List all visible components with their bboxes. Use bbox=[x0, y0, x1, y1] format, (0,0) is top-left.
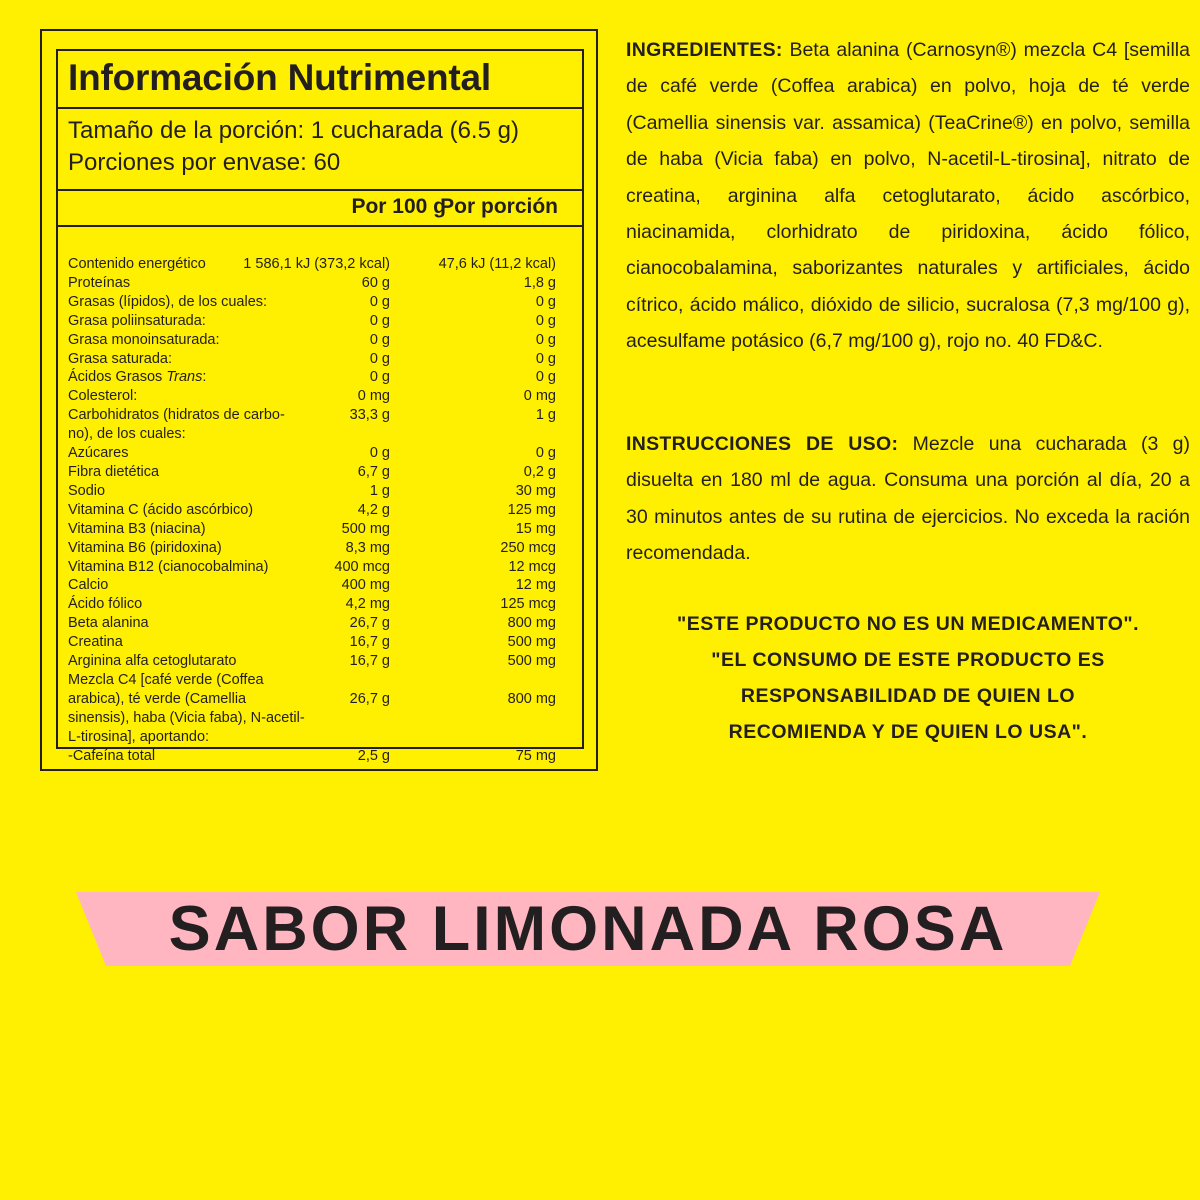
value-per-serving: 30 mg bbox=[515, 482, 556, 499]
table-row bbox=[68, 387, 556, 406]
serving-size: Tamaño de la porción: 1 cucharada (6.5 g) bbox=[68, 117, 519, 144]
divider bbox=[58, 189, 582, 191]
nutrient-name: Grasa poliinsaturada: bbox=[68, 312, 206, 329]
value-per-serving: 800 mg bbox=[507, 690, 556, 707]
table-row bbox=[68, 558, 556, 577]
nutrient-name: -Cafeína total bbox=[68, 747, 156, 764]
nutrient-name: Arginina alfa cetoglutarato bbox=[68, 653, 237, 670]
nutrient-name: Ácido fólico bbox=[68, 596, 143, 613]
flavor-label: SABOR LIMONADA ROSA bbox=[168, 894, 1008, 964]
value-per-100g: 16,7 g bbox=[349, 653, 390, 670]
value-per-100g: 16,7 g bbox=[349, 634, 390, 651]
value-per-serving: 75 mg bbox=[515, 747, 556, 764]
value-per-100g: 0 mg bbox=[357, 388, 390, 405]
nutrient-name: Carbohidratos (hidratos de carbo-no), de los cuales: bbox=[68, 407, 285, 443]
value-per-serving: 0 g bbox=[535, 369, 556, 386]
value-per-serving: 0 mg bbox=[523, 388, 556, 405]
ingredients-text: Beta alanina (Carnosyn®) mezcla C4 [semilla de café verde (Coffea arabica) en polvo, hoja de té verde (Camellia sinensis var. assamica) (TeaCrine®) en polvo, semilla de haba (Vicia faba) en polvo, N-acetil-L-tirosina], nitrato de creatina, arginina alfa cetoglutarato, ácido ascórbico, niacinamida, clorhidrato de piridoxina, ácido fólico, cianocobalamina, saborizantes naturales y artificiales, ácido cítrico, ácido málico, dióxido de silicio, sucralosa (7,3 mg/100 g), acesulfame potásico (6,7 mg/100 g), rojo no. 40 FD&C. bbox=[626, 39, 1190, 353]
value-per-serving: 0 g bbox=[535, 445, 556, 462]
value-per-100g: 6,7 g bbox=[357, 463, 390, 480]
warning-line: RECOMIENDA Y DE QUIEN LO USA". bbox=[728, 721, 1088, 743]
table-row bbox=[68, 331, 556, 350]
table-row bbox=[68, 293, 556, 312]
value-per-100g: 1 g bbox=[369, 482, 390, 499]
value-per-100g: 33,3 g bbox=[349, 407, 390, 424]
table-row bbox=[68, 671, 556, 747]
value-per-serving: 1 g bbox=[535, 407, 556, 424]
nutrient-name-suffix: : bbox=[202, 369, 207, 386]
table-row bbox=[68, 274, 556, 293]
value-per-100g: 400 mg bbox=[341, 577, 390, 594]
value-per-100g: 4,2 mg bbox=[345, 596, 390, 613]
value-per-serving: 250 mcg bbox=[500, 539, 556, 556]
table-row bbox=[68, 350, 556, 369]
ingredients-label: INGREDIENTES: bbox=[626, 39, 783, 61]
value-per-serving: 0,2 g bbox=[523, 463, 556, 480]
table-row bbox=[68, 406, 556, 444]
value-per-100g: 4,2 g bbox=[357, 501, 390, 518]
divider bbox=[58, 225, 582, 227]
divider bbox=[58, 107, 582, 109]
value-per-100g: 400 mcg bbox=[334, 558, 390, 575]
value-per-100g: 0 g bbox=[369, 369, 390, 386]
value-per-serving: 125 mcg bbox=[500, 596, 556, 613]
nutrient-name: Vitamina C (ácido ascórbico) bbox=[68, 501, 254, 518]
table-row bbox=[68, 652, 556, 671]
value-per-serving: 800 mg bbox=[507, 615, 556, 632]
nutrient-name: Colesterol: bbox=[68, 388, 138, 405]
nutrient-name: Fibra dietética bbox=[68, 463, 160, 480]
value-per-100g: 500 mg bbox=[341, 520, 390, 537]
warning-line: RESPONSABILIDAD DE QUIEN LO bbox=[740, 685, 1076, 707]
value-per-100g: 60 g bbox=[361, 274, 390, 291]
instructions-block bbox=[626, 426, 1190, 572]
value-per-100g: 0 g bbox=[369, 350, 390, 367]
table-row bbox=[68, 312, 556, 331]
value-per-serving: 12 mg bbox=[515, 577, 556, 594]
value-per-serving: 0 g bbox=[535, 331, 556, 348]
column-header-100g: Por 100 g bbox=[351, 195, 446, 218]
value-per-100g: 0 g bbox=[369, 312, 390, 329]
table-row bbox=[68, 482, 556, 501]
nutrient-name: Mezcla C4 [café verde (Coffea arabica), té verde (Camellia sinensis), haba (Vicia faba), N-acetil-L-tirosina], aportando: bbox=[68, 671, 305, 745]
flavor-banner bbox=[76, 892, 1100, 966]
nutrient-name: Grasa saturada: bbox=[68, 350, 172, 367]
table-row bbox=[68, 255, 556, 274]
table-row bbox=[68, 633, 556, 652]
value-per-serving: 500 mg bbox=[507, 634, 556, 651]
nutrient-name: Grasas (lípidos), de los cuales: bbox=[68, 293, 268, 310]
nutrient-name: Proteínas bbox=[68, 274, 131, 291]
value-per-serving: 0 g bbox=[535, 312, 556, 329]
table-row bbox=[68, 501, 556, 520]
nutrient-name-italic: Trans bbox=[166, 369, 203, 386]
value-per-100g: 2,5 g bbox=[357, 747, 390, 764]
table-row bbox=[68, 614, 556, 633]
nutrient-name: Calcio bbox=[68, 577, 109, 594]
value-per-serving: 500 mg bbox=[507, 653, 556, 670]
nutrient-name: Contenido energético bbox=[68, 256, 206, 272]
nutrient-name bbox=[68, 368, 308, 387]
value-per-100g: 26,7 g bbox=[349, 615, 390, 632]
nutrition-panel bbox=[40, 29, 598, 771]
table-row bbox=[68, 444, 556, 463]
value-per-serving: 1,8 g bbox=[523, 274, 556, 291]
value-per-serving: 0 g bbox=[535, 350, 556, 367]
table-row bbox=[68, 539, 556, 558]
value-per-serving: 15 mg bbox=[515, 520, 556, 537]
table-row bbox=[68, 595, 556, 614]
instructions-text: Mezcle una cucharada (3 g) disuelta en 180 ml de agua. Consuma una porción al día, 20 a 30 minutos antes de su rutina de ejercicios. No exceda la ración recomendada. bbox=[626, 433, 1190, 565]
nutrient-name: Vitamina B12 (cianocobalmina) bbox=[68, 558, 269, 575]
value-per-serving: 125 mg bbox=[507, 501, 556, 518]
ingredients-block bbox=[626, 32, 1190, 360]
value-per-100g: 8,3 mg bbox=[345, 539, 390, 556]
nutrition-title: Información Nutrimental bbox=[68, 57, 491, 98]
table-row bbox=[68, 747, 556, 766]
table-row bbox=[68, 576, 556, 595]
nutrient-rows bbox=[68, 255, 556, 765]
nutrient-name: Azúcares bbox=[68, 445, 129, 462]
value-per-serving: 0 g bbox=[535, 293, 556, 310]
table-row bbox=[68, 520, 556, 539]
warning-block bbox=[606, 606, 1200, 750]
value-per-100g: 1 586,1 kJ (373,2 kcal) bbox=[243, 256, 390, 272]
nutrient-name: Vitamina B6 (piridoxina) bbox=[68, 539, 222, 556]
value-per-100g: 0 g bbox=[369, 331, 390, 348]
value-per-100g: 0 g bbox=[369, 293, 390, 310]
serving-info bbox=[68, 115, 572, 179]
column-header-serving: Por porción bbox=[440, 195, 558, 218]
warning-line: "EL CONSUMO DE ESTE PRODUCTO ES bbox=[711, 649, 1105, 671]
nutrient-name: Beta alanina bbox=[68, 615, 149, 632]
value-per-100g: 0 g bbox=[369, 445, 390, 462]
servings-per-container: Porciones por envase: 60 bbox=[68, 149, 341, 176]
value-per-serving: 47,6 kJ (11,2 kcal) bbox=[438, 256, 556, 272]
table-row bbox=[68, 463, 556, 482]
warning-line: "ESTE PRODUCTO NO ES UN MEDICAMENTO". bbox=[676, 613, 1140, 635]
nutrient-name: Creatina bbox=[68, 634, 123, 651]
nutrient-name: Sodio bbox=[68, 482, 106, 499]
table-row bbox=[68, 368, 556, 387]
nutrition-table bbox=[56, 49, 584, 764]
instructions-label: INSTRUCCIONES DE USO: bbox=[626, 433, 899, 455]
nutrient-name: Vitamina B3 (niacina) bbox=[68, 520, 206, 537]
nutrient-name-text: Ácidos Grasos bbox=[68, 369, 167, 386]
nutrient-name: Grasa monoinsaturada: bbox=[68, 331, 220, 348]
value-per-serving: 12 mcg bbox=[508, 558, 556, 575]
value-per-100g: 26,7 g bbox=[349, 690, 390, 707]
